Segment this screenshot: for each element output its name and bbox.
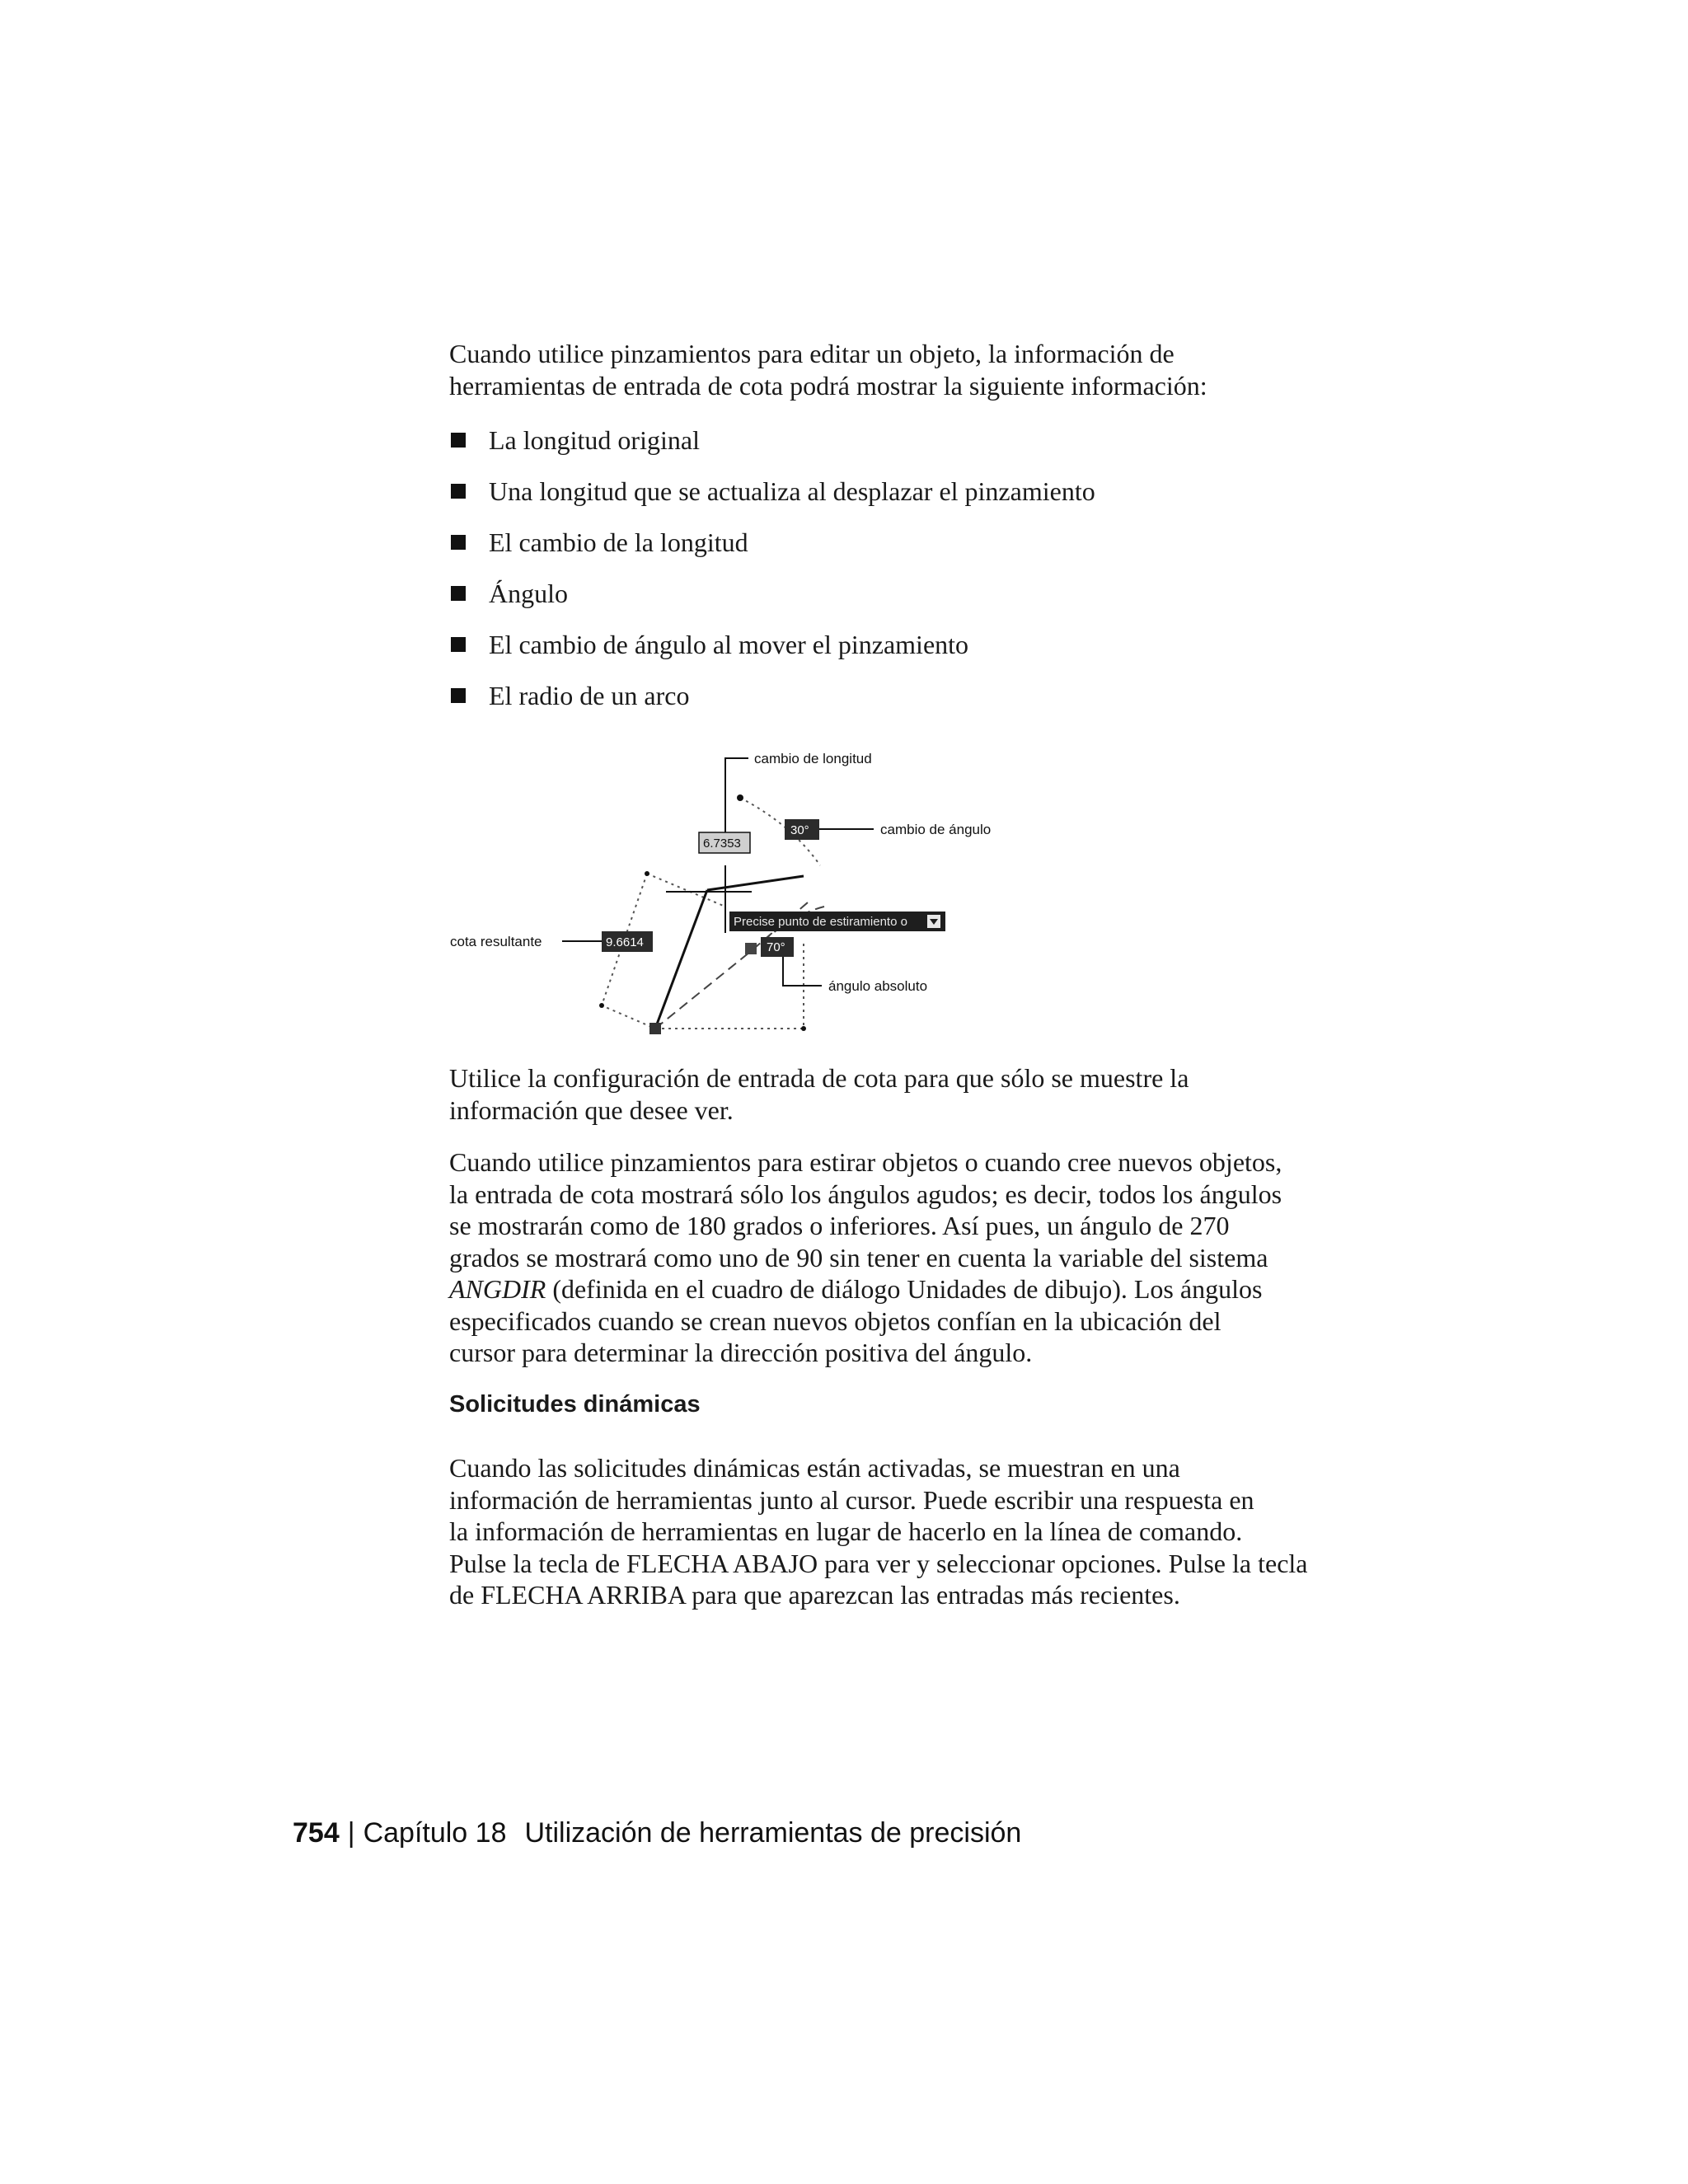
- length-value: 6.7353: [703, 837, 741, 851]
- section-heading: Solicitudes dinámicas: [449, 1391, 701, 1418]
- angles-line-7: cursor para determinar la dirección positiva del ángulo.: [449, 1338, 1033, 1367]
- bullet-text: El cambio de la longitud: [489, 527, 748, 557]
- vertex-dot: [645, 871, 649, 876]
- angles-line-2: la entrada de cota mostrará sólo los ángulos agudos; es decir, todos los ángulos: [449, 1179, 1282, 1209]
- leader-length-change: [725, 758, 748, 842]
- list-item: [449, 577, 1323, 628]
- prompts-line-5: de FLECHA ARRIBA para que aparezcan las entradas más recientes.: [449, 1580, 1180, 1610]
- vertex-dot: [599, 1003, 604, 1008]
- bullet-square-icon: [451, 637, 466, 652]
- label-angle-change: cambio de ángulo: [880, 822, 992, 837]
- prompts-line-1: Cuando las solicitudes dinámicas están activadas, se muestran en una: [449, 1453, 1180, 1483]
- prompts-paragraph: [449, 1452, 1323, 1611]
- angles-line-4: grados se mostrará como uno de 90 sin tener en cuenta la variable del sistema: [449, 1242, 1268, 1272]
- leader-absolute-angle: [783, 957, 822, 986]
- resulting-value: 9.6614: [606, 935, 644, 949]
- prompt-text: Precise punto de estiramiento o: [734, 915, 907, 929]
- intro-line-1: Cuando utilice pinzamientos para editar un objeto, la información de: [449, 339, 1175, 368]
- list-item: [449, 679, 1323, 730]
- list-item: [449, 526, 1323, 577]
- bullet-text: Ángulo: [489, 579, 568, 608]
- intro-line-2: herramientas de entrada de cota podrá mostrar la siguiente información:: [449, 370, 1207, 401]
- grip-edit-diagram: [445, 742, 1022, 1047]
- solid-line-top: [707, 876, 804, 890]
- list-item: [449, 475, 1323, 526]
- angles-line-6: especificados cuando se crean nuevos objetos confían en la ubicación del: [449, 1305, 1221, 1336]
- prompts-line-4: Pulse la tecla de FLECHA ABAJO para ver y seleccionar opciones. Pulse la tecla: [449, 1548, 1308, 1578]
- angle-change-value: 30°: [790, 823, 809, 837]
- bullet-square-icon: [451, 688, 466, 703]
- chapter-label: Capítulo 18: [363, 1817, 507, 1849]
- label-resulting-dim: cota resultante: [450, 934, 542, 949]
- bullet-text: El cambio de ángulo al mover el pinzamiento: [489, 630, 969, 659]
- grip-square-icon: [745, 943, 757, 954]
- list-item: [449, 628, 1323, 679]
- angles-paragraph: [449, 1146, 1323, 1369]
- label-absolute-angle: ángulo absoluto: [828, 978, 928, 994]
- bullet-square-icon: [451, 484, 466, 499]
- bullet-text: La longitud original: [489, 425, 700, 455]
- bullet-text: Una longitud que se actualiza al desplazar el pinzamiento: [489, 476, 1095, 506]
- settings-paragraph: [449, 1062, 1323, 1126]
- angdir-variable: ANGDIR: [449, 1274, 546, 1304]
- absolute-angle-value: 70°: [767, 940, 785, 954]
- bullet-square-icon: [451, 586, 466, 601]
- page-footer: [293, 1817, 1021, 1849]
- dimension-input-figure: [445, 742, 1022, 1047]
- vertex-dot: [737, 794, 743, 801]
- angles-line-1: Cuando utilice pinzamientos para estirar objetos o cuando cree nuevos objetos,: [449, 1147, 1282, 1177]
- settings-line-1: Utilice la configuración de entrada de cota para que sólo se muestre la: [449, 1063, 1189, 1093]
- settings-line-2: información que desee ver.: [449, 1094, 734, 1125]
- list-item: [449, 424, 1323, 475]
- vertex-dot: [801, 1026, 806, 1031]
- chapter-title: Utilización de herramientas de precisión: [524, 1817, 1022, 1849]
- angles-line-5: [449, 1273, 1323, 1305]
- angles-line-3: se mostrarán como de 180 grados o inferiores. Así pues, un ángulo de 270: [449, 1211, 1230, 1240]
- footer-separator: |: [347, 1817, 355, 1849]
- intro-paragraph: [449, 338, 1323, 401]
- info-bullet-list: [449, 424, 1323, 730]
- page-number: 754: [293, 1817, 340, 1849]
- grip-square-icon: [649, 1023, 661, 1034]
- angles-line-5-rest: (definida en el cuadro de diálogo Unidades de dibujo). Los ángulos: [546, 1274, 1263, 1304]
- bullet-square-icon: [451, 535, 466, 550]
- label-length-change: cambio de longitud: [754, 751, 872, 766]
- bullet-square-icon: [451, 433, 466, 448]
- bullet-text: El radio de un arco: [489, 681, 690, 710]
- prompts-line-2: información de herramientas junto al cursor. Puede escribir una respuesta en: [449, 1484, 1254, 1515]
- prompts-line-3: la información de herramientas en lugar de hacerlo en la línea de comando.: [449, 1516, 1243, 1546]
